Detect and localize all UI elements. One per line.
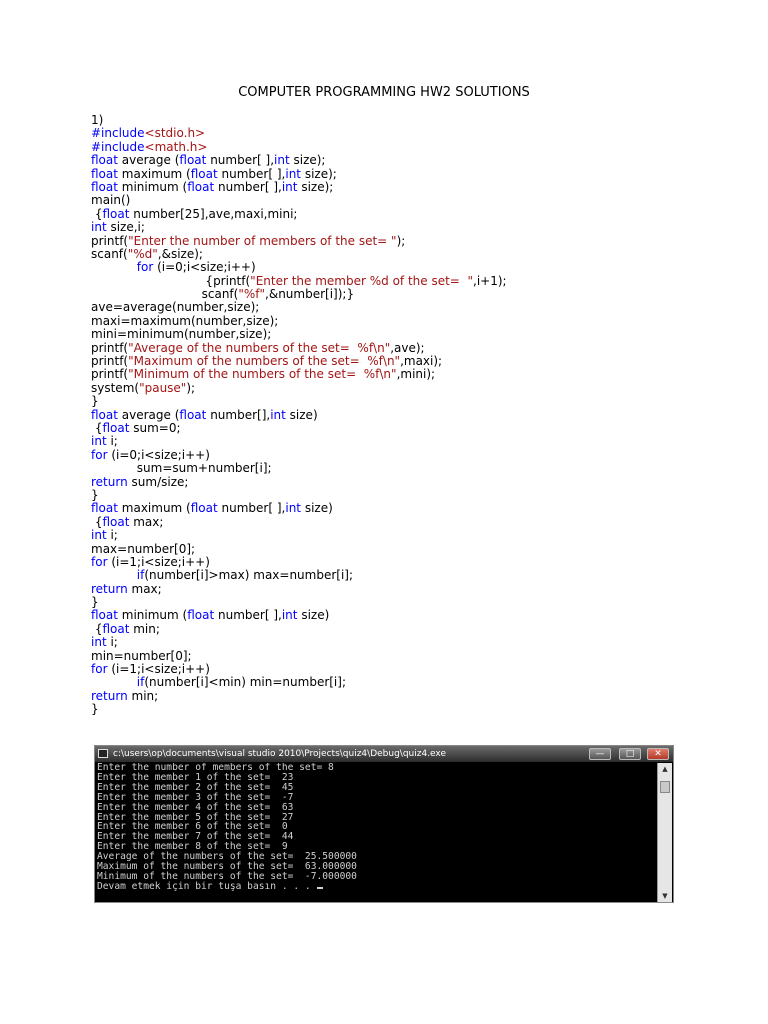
console-line: Enter the member 6 of the set= 0 [97, 821, 288, 833]
console-app-icon [98, 749, 108, 758]
code-keyword: int [285, 166, 302, 181]
code-keyword: float [91, 407, 118, 422]
console-scrollbar[interactable] [657, 763, 672, 902]
console-output [97, 763, 655, 902]
code-keyword: float [91, 608, 118, 623]
code-text: } [91, 487, 99, 502]
code-line [91, 543, 507, 556]
code-line [91, 261, 507, 274]
code-text [91, 568, 137, 582]
code-text: max=number[0]; [91, 541, 196, 556]
code-text: { [91, 514, 103, 529]
minimize-icon[interactable]: — [589, 748, 611, 760]
code-keyword: int [91, 528, 107, 543]
code-line [91, 168, 507, 181]
code-text: (number[i]<min) min=number[i]; [144, 675, 346, 690]
code-line [91, 342, 507, 355]
code-line [91, 676, 507, 689]
code-text: size) [297, 608, 330, 623]
code-line [91, 529, 507, 542]
code-text: max; [127, 581, 162, 596]
code-line [91, 690, 507, 703]
code-text: number[ ], [217, 501, 286, 516]
code-text: main() [91, 193, 131, 208]
console-line: Maximum of the numbers of the set= 63.000000 [97, 861, 357, 873]
code-keyword: int [285, 501, 302, 516]
code-text: } [91, 394, 99, 409]
code-text: maximum ( [117, 166, 191, 181]
code-text: i; [106, 528, 118, 543]
code-line [91, 114, 507, 127]
code-line [91, 422, 507, 435]
code-text [91, 675, 137, 689]
code-text: size) [301, 501, 333, 516]
code-string: <math.h> [144, 139, 208, 154]
code-string: <stdio.h> [144, 126, 206, 141]
code-keyword: float [187, 608, 215, 623]
code-keyword: float [190, 166, 218, 181]
code-keyword: int [281, 608, 298, 623]
scroll-down-icon[interactable]: ▼ [662, 892, 668, 900]
console-window-title: c:\users\op\documents\visual studio 2010\Projects\quiz4\Debug\quiz4.exe [113, 749, 447, 759]
code-text: min; [127, 688, 159, 703]
code-line [91, 141, 507, 154]
code-keyword: float [179, 407, 207, 422]
code-text: printf( [91, 340, 129, 355]
code-keyword: if [136, 568, 145, 583]
code-text: scanf( [91, 287, 239, 302]
code-line [91, 449, 507, 462]
code-keyword: #include [91, 139, 145, 154]
console-window [94, 745, 674, 903]
code-listing [91, 114, 507, 717]
code-text: size) [285, 407, 318, 422]
code-keyword: int [270, 407, 286, 422]
code-text: (number[i]>max) max=number[i]; [144, 568, 354, 583]
console-line: Enter the member 7 of the set= 44 [97, 831, 294, 843]
console-line: Enter the member 1 of the set= 23 [97, 771, 294, 783]
code-text: ); [186, 380, 196, 395]
close-icon[interactable]: ✕ [647, 748, 669, 760]
code-line [91, 596, 507, 609]
code-text [91, 260, 137, 274]
code-line [91, 623, 507, 636]
code-text: average ( [117, 407, 180, 422]
code-line [91, 569, 507, 582]
code-text: { [91, 420, 103, 435]
code-text: size,i; [106, 220, 145, 235]
code-text: max; [129, 514, 164, 529]
code-keyword: int [274, 153, 290, 168]
code-keyword: float [91, 179, 118, 194]
code-text: minimum ( [117, 608, 188, 623]
code-keyword: float [179, 153, 207, 168]
code-keyword: float [102, 514, 130, 529]
code-keyword: if [136, 675, 145, 690]
code-line [91, 583, 507, 596]
code-text: scanf( [91, 246, 128, 261]
code-line [91, 355, 507, 368]
code-text: number[ ], [206, 153, 275, 168]
code-line [91, 154, 507, 167]
code-text: system( [91, 380, 140, 395]
scrollbar-thumb[interactable] [660, 781, 670, 793]
console-line: Enter the member 8 of the set= 9 [97, 841, 288, 853]
code-line [91, 382, 507, 395]
code-text: ,i+1); [473, 273, 507, 288]
code-line [91, 516, 507, 529]
code-text: 1) [91, 113, 104, 127]
code-line [91, 288, 507, 301]
code-text: maximum ( [117, 501, 191, 516]
code-text: sum/size; [127, 474, 189, 489]
console-titlebar[interactable] [95, 746, 673, 762]
code-text: i; [106, 635, 118, 650]
code-keyword: float [91, 153, 118, 168]
code-text: size); [289, 153, 326, 168]
code-text: printf( [91, 354, 129, 369]
code-string: "Maximum of the numbers of the set= %f\n" [128, 354, 401, 369]
code-text: { [91, 206, 103, 221]
code-keyword: #include [91, 126, 145, 141]
console-line: Minimum of the numbers of the set= -7.000000 [97, 870, 357, 882]
code-line [91, 194, 507, 207]
code-keyword: float [190, 501, 218, 516]
code-text: ,&number[i]);} [265, 287, 355, 302]
code-text: number[ ], [217, 166, 286, 181]
code-text: (i=1;i<size;i++) [107, 662, 210, 677]
code-keyword: for [136, 260, 154, 275]
code-text: (i=0;i<size;i++) [107, 447, 210, 462]
code-keyword: float [91, 166, 118, 181]
code-line [91, 476, 507, 489]
code-line [91, 275, 507, 288]
code-line [91, 462, 507, 475]
code-text: min=number[0]; [91, 648, 192, 663]
code-line [91, 703, 507, 716]
code-text: number[], [206, 407, 271, 422]
code-keyword: int [91, 635, 107, 650]
code-keyword: for [91, 554, 108, 569]
code-line [91, 650, 507, 663]
code-keyword: return [91, 474, 128, 489]
code-line [91, 502, 507, 515]
code-string: "Minimum of the numbers of the set= %f\n" [128, 367, 397, 382]
code-keyword: for [91, 447, 108, 462]
code-keyword: float [91, 501, 118, 516]
console-line: Average of the numbers of the set= 25.500000 [97, 851, 357, 863]
code-keyword: float [102, 206, 130, 221]
text-cursor [317, 887, 323, 889]
code-keyword: float [187, 179, 215, 194]
code-text: (i=0;i<size;i++) [153, 260, 256, 275]
code-text: (i=1;i<size;i++) [107, 554, 210, 569]
code-text: ); [396, 233, 406, 248]
code-line [91, 328, 507, 341]
code-text: number[25],ave,maxi,mini; [129, 206, 298, 221]
code-text: mini=minimum(number,size); [91, 327, 272, 342]
code-text: printf( [91, 367, 129, 382]
console-line: Enter the member 4 of the set= 63 [97, 801, 294, 813]
code-text: {printf( [91, 273, 251, 288]
code-text: sum=sum+number[i]; [91, 461, 272, 476]
scroll-up-icon[interactable]: ▲ [662, 765, 668, 773]
code-line [91, 489, 507, 502]
code-line [91, 609, 507, 622]
code-text: printf( [91, 233, 129, 248]
code-string: "pause" [139, 380, 187, 395]
code-text: number[ ], [214, 608, 282, 623]
code-keyword: return [91, 581, 128, 596]
console-line: Enter the member 5 of the set= 27 [97, 811, 294, 823]
console-line: Enter the member 3 of the set= -7 [97, 791, 294, 803]
code-line [91, 315, 507, 328]
code-line [91, 368, 507, 381]
code-line [91, 248, 507, 261]
code-text: } [91, 702, 99, 717]
code-text: } [91, 595, 99, 610]
code-keyword: int [91, 220, 107, 235]
maximize-icon[interactable]: □ [619, 748, 641, 760]
code-text: ,maxi); [400, 354, 443, 369]
code-line [91, 181, 507, 194]
code-text: ,mini); [396, 367, 436, 382]
code-keyword: float [102, 621, 130, 636]
code-keyword: for [91, 662, 108, 677]
console-line: Enter the number of members of the set= 8 [97, 763, 334, 773]
code-text: ave=average(number,size); [91, 300, 260, 315]
code-line [91, 663, 507, 676]
code-line [91, 409, 507, 422]
code-line [91, 221, 507, 234]
code-text: min; [129, 621, 160, 636]
code-text: maxi=maximum(number,size); [91, 313, 279, 328]
code-line [91, 208, 507, 221]
page-title: COMPUTER PROGRAMMING HW2 SOLUTIONS [238, 85, 530, 100]
code-string: "Enter the number of members of the set= " [128, 233, 397, 248]
code-line [91, 435, 507, 448]
code-keyword: return [91, 688, 128, 703]
code-keyword: int [281, 179, 298, 194]
code-line [91, 636, 507, 649]
code-text: size); [297, 179, 334, 194]
code-line [91, 127, 507, 140]
code-text: size); [301, 166, 337, 181]
code-text: ,ave); [390, 340, 425, 355]
code-string: "Average of the numbers of the set= %f\n" [128, 340, 391, 355]
code-text: average ( [117, 153, 180, 168]
code-text: sum=0; [129, 420, 181, 435]
code-line [91, 235, 507, 248]
code-line [91, 301, 507, 314]
code-line [91, 556, 507, 569]
code-keyword: float [102, 420, 130, 435]
console-line: Enter the member 2 of the set= 45 [97, 781, 294, 793]
code-string: "%f" [238, 287, 266, 302]
code-text: number[ ], [214, 179, 282, 194]
code-text: i; [106, 434, 118, 449]
code-line [91, 395, 507, 408]
code-string: "%d" [127, 246, 158, 261]
console-line: Devam etmek için bir tuşa basın . . . [97, 882, 655, 892]
code-string: "Enter the member %d of the set= " [250, 273, 473, 288]
code-keyword: int [91, 434, 107, 449]
code-text: minimum ( [117, 179, 188, 194]
code-text: ,&size); [157, 246, 203, 261]
code-text: { [91, 621, 103, 636]
